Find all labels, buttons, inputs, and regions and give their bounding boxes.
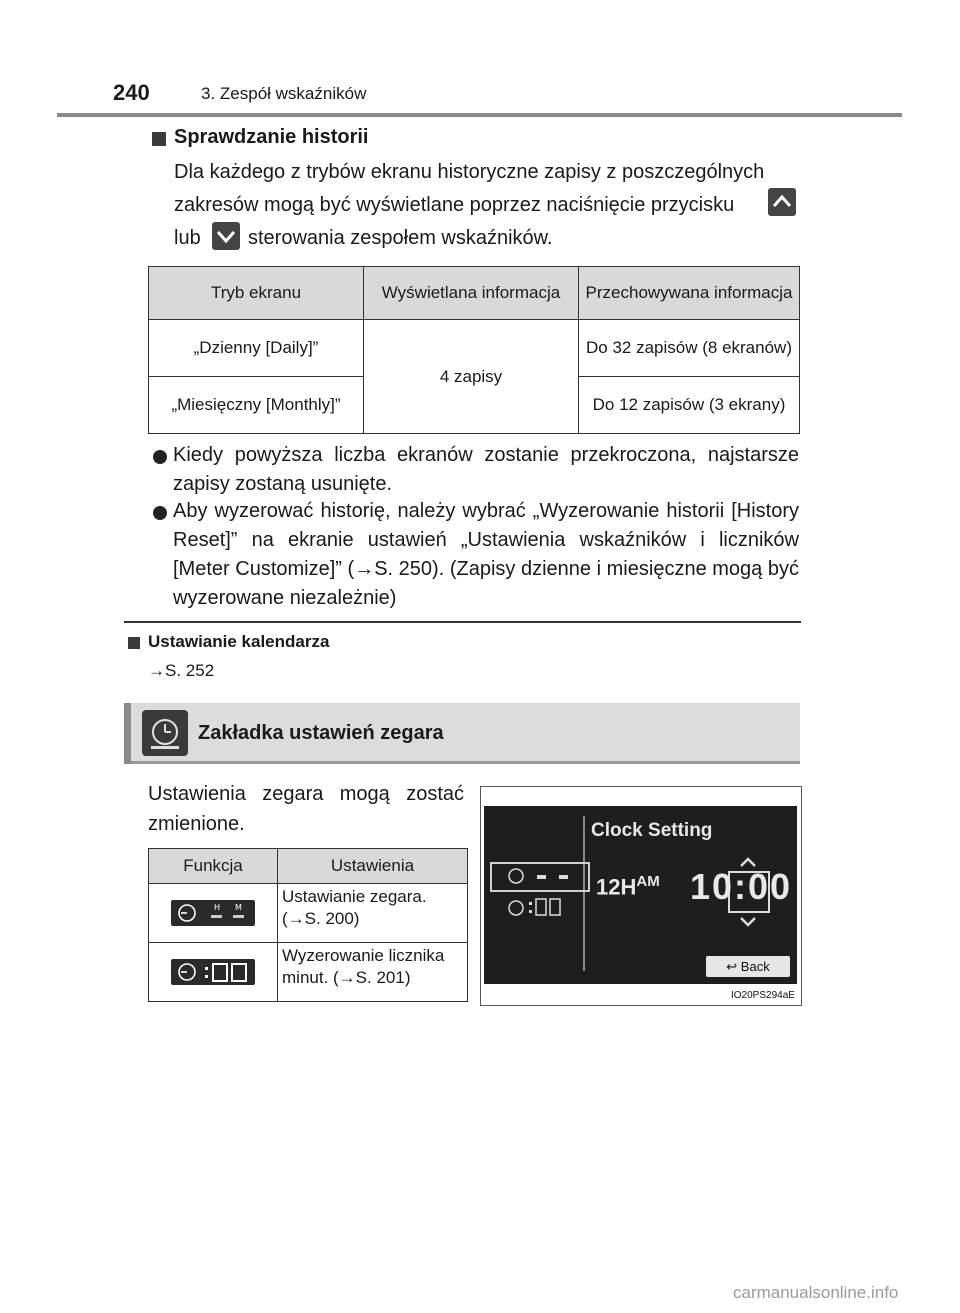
table-cell-icon	[149, 884, 278, 943]
clock-hm-icon	[171, 900, 255, 926]
table-header-cell: Funkcja	[149, 849, 278, 884]
table-header-cell: Wyświetlana informacja	[364, 267, 579, 320]
table-cell-stored: Do 12 zapisów (3 ekrany)	[579, 377, 800, 434]
history-text-line1: Dla każdego z trybów ekranu historyczne zapisy z poszczególnych	[174, 161, 765, 183]
section-divider	[124, 621, 801, 623]
table-header-row	[149, 267, 800, 320]
table-cell-mode: „Dzienny [Daily]”	[149, 320, 364, 377]
time-display: 10:00	[690, 866, 793, 907]
back-button[interactable]: ↩ Back	[706, 956, 790, 977]
banner-accent-bar	[124, 703, 131, 764]
bullet-text: Kiedy powyższa liczba ekranów zostanie przekroczona, najstarsze zapisy zostaną usunięte.	[173, 444, 799, 495]
table-cell-mode: „Miesięczny [Monthly]”	[149, 377, 364, 434]
table-cell-setting: Wyzerowanie licznika minut. (→S. 201)	[278, 943, 468, 1002]
section-bullet-square	[152, 132, 166, 146]
clock-intro-text: Ustawienia zegara mogą zostać zmienione.	[148, 783, 464, 835]
table-row	[149, 884, 468, 943]
table-header-cell: Tryb ekranu	[149, 267, 364, 320]
table-header-row	[149, 849, 468, 884]
svg-text:M: M	[235, 903, 242, 912]
ampm-label: AM	[636, 873, 660, 890]
history-text-line3-suffix: sterowania zespołem wskaźników.	[248, 227, 553, 249]
back-label: Back	[740, 959, 770, 974]
table-cell-shown: 4 zapisy	[364, 320, 579, 434]
table-cell-setting: Ustawianie zegara. (→S. 200)	[278, 884, 468, 943]
time-format-value: 12H	[596, 874, 637, 900]
bullet-dot	[153, 506, 167, 520]
section-bullet-square	[128, 637, 140, 649]
bullet-dot	[153, 450, 167, 464]
bullet-text: Aby wyzerować historię, należy wybrać „Wyzerowanie historii [History Reset]” na ekranie ustawień „Ustawienia wskaźników i liczników [Meter Customize]” (→S. 250). (Zapisy dzienne i miesięczne mogą być wyzerowane niezależnie)	[173, 500, 799, 609]
image-code: IO20PS294aE	[731, 990, 795, 1001]
history-text-line3-prefix: lub	[174, 227, 201, 249]
calendar-page-reference: →S. 252	[148, 661, 215, 680]
screen-title: Clock Setting	[591, 820, 713, 841]
table-cell-icon	[149, 943, 278, 1002]
table-row	[149, 943, 468, 1002]
table-header-cell: Przechowywana informacja	[579, 267, 800, 320]
history-text-line2: zakresów mogą być wyświetlane poprzez naciśnięcie przycisku	[174, 194, 735, 216]
page-number: 240	[113, 80, 150, 105]
chapter-title: 3. Zespół wskaźników	[201, 84, 367, 103]
history-table	[148, 266, 800, 434]
time-format-label	[596, 873, 660, 900]
table-cell-stored: Do 32 zapisów (8 ekranów)	[579, 320, 800, 377]
chevron-down-icon	[212, 222, 240, 250]
clock-functions-table	[148, 848, 468, 1002]
table-header-cell: Ustawienia	[278, 849, 468, 884]
clock-timer-reset-icon	[171, 959, 255, 985]
table-row	[149, 320, 800, 377]
calendar-heading: Ustawianie kalendarza	[148, 632, 330, 651]
watermark: carmanualsonline.info	[733, 1283, 899, 1302]
clock-section-title: Zakładka ustawień zegara	[198, 722, 444, 744]
selected-row-frame	[490, 862, 590, 892]
svg-text:H: H	[214, 903, 221, 912]
header-rule	[57, 113, 902, 117]
clock-icon	[142, 710, 188, 756]
history-heading: Sprawdzanie historii	[174, 126, 369, 148]
chevron-up-icon	[768, 188, 796, 216]
